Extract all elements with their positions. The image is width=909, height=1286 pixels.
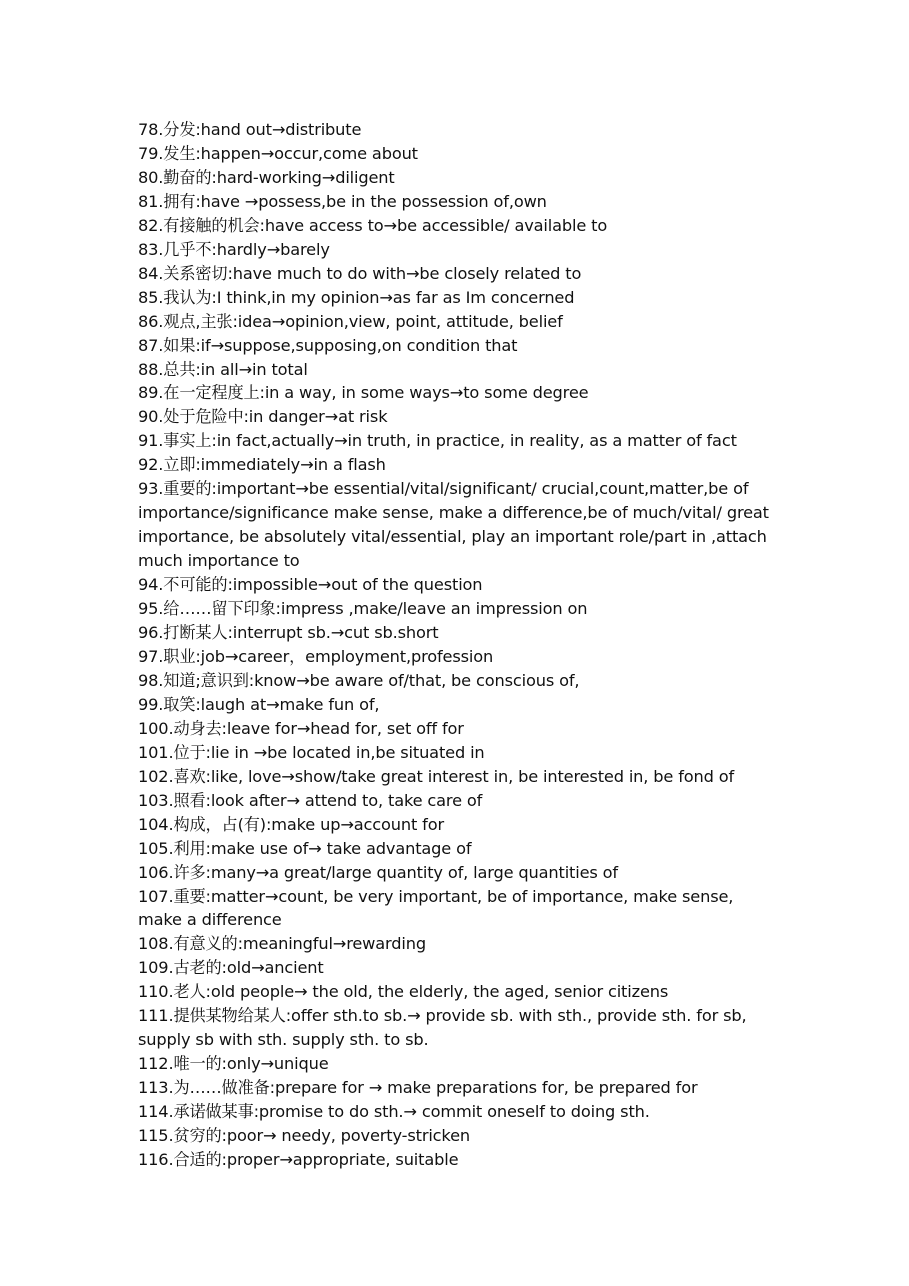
list-item: 108.有意义的:meaningful→rewarding: [138, 934, 426, 954]
list-item: 93.重要的:important→be essential/vital/significant/ crucial,count,matter,be of importance/significance make sense, make a difference,be of much/vital/ great importance, be absolutely vital/essential, play an important role/part in ,attach much importance to: [138, 479, 769, 571]
list-item: 78.分发:hand out→distribute: [138, 120, 362, 139]
list-item: 102.喜欢:like, love→show/take great interest in, be interested in, be fond of: [138, 766, 735, 786]
list-item: 116.合适的:proper→appropriate, suitable: [138, 1149, 459, 1169]
list-item: 90.处于危险中:in danger→at risk: [138, 407, 388, 427]
list-item: 80.勤奋的:hard-working→diligent: [138, 167, 395, 187]
list-item: 86.观点,主张:idea→opinion,view, point, attitude, belief: [138, 311, 563, 331]
list-item: 98.知道;意识到:know→be aware of/that, be conscious of,: [138, 670, 580, 690]
list-item: 88.总共:in all→in total: [138, 359, 308, 379]
list-item: 82.有接触的机会:have access to→be accessible/ available to: [138, 215, 608, 235]
list-item: 107.重要:matter→count, be very important, be of importance, make sense, make a difference: [138, 886, 734, 930]
list-item: 104.构成，占(有):make up→account for: [138, 814, 444, 834]
list-item: 94.不可能的:impossible→out of the question: [138, 575, 483, 595]
list-item: 99.取笑:laugh at→make fun of,: [138, 694, 380, 714]
list-item: 100.动身去:leave for→head for, set off for: [138, 718, 464, 738]
list-item: 79.发生:happen→occur,come about: [138, 143, 418, 163]
list-item: 113.为……做准备:prepare for → make preparations for, be prepared for: [138, 1078, 698, 1098]
list-item: 105.利用:make use of→ take advantage of: [138, 838, 472, 858]
vocabulary-list: [138, 118, 778, 1172]
list-item: 85.我认为:I think,in my opinion→as far as Im concerned: [138, 287, 575, 307]
list-item: 103.照看:look after→ attend to, take care of: [138, 790, 483, 810]
list-item: 91.事实上:in fact,actually→in truth, in practice, in reality, as a matter of fact: [138, 431, 737, 451]
list-item: 89.在一定程度上:in a way, in some ways→to some degree: [138, 383, 589, 403]
list-item: 111.提供某物给某人:offer sth.to sb.→ provide sb. with sth., provide sth. for sb, supply sb with sth. supply sth. to sb.: [138, 1006, 747, 1050]
list-item: 95.给……留下印象:impress ,make/leave an impression on: [138, 599, 588, 619]
list-item: 114.承诺做某事:promise to do sth.→ commit oneself to doing sth.: [138, 1102, 650, 1122]
list-item: 87.如果:if→suppose,supposing,on condition that: [138, 335, 518, 355]
list-item: 81.拥有:have →possess,be in the possession of,own: [138, 191, 547, 211]
list-item: 84.关系密切:have much to do with→be closely related to: [138, 263, 582, 283]
list-item: 110.老人:old people→ the old, the elderly, the aged, senior citizens: [138, 982, 669, 1002]
list-item: 106.许多:many→a great/large quantity of, large quantities of: [138, 862, 618, 882]
list-item: 83.几乎不:hardly→barely: [138, 239, 330, 259]
list-item: 115.贫穷的:poor→ needy, poverty-stricken: [138, 1126, 470, 1146]
list-item: 109.古老的:old→ancient: [138, 958, 324, 978]
list-item: 101.位于:lie in →be located in,be situated in: [138, 742, 485, 762]
list-item: 96.打断某人:interrupt sb.→cut sb.short: [138, 623, 439, 643]
list-item: 112.唯一的:only→unique: [138, 1054, 329, 1074]
list-item: 97.职业:job→career，employment,profession: [138, 646, 494, 666]
list-item: 92.立即:immediately→in a flash: [138, 455, 386, 475]
